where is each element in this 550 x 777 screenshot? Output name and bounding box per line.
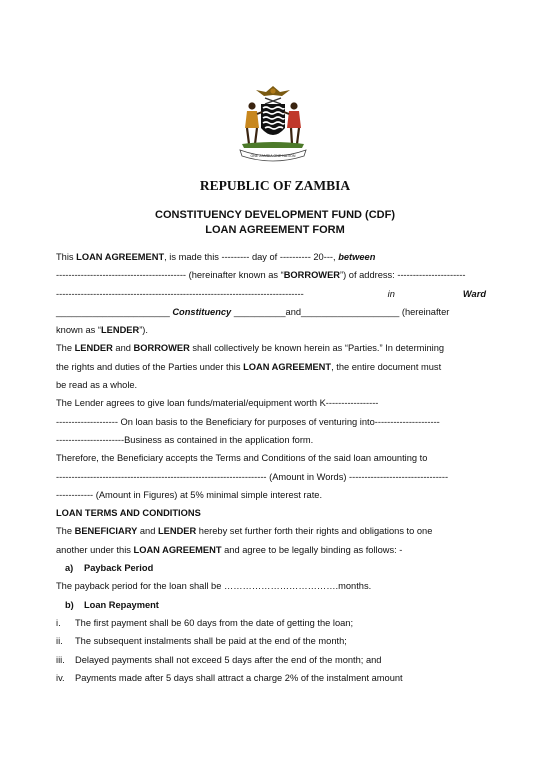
repayment-item <box>56 632 486 650</box>
text-run: Constituency <box>172 306 232 317</box>
parties-line-3: be read as a whole. <box>56 380 138 391</box>
parties-line-2 <box>56 358 486 376</box>
repayment-item <box>56 651 486 669</box>
terms-accept-line-2: -------------------------------------------------------------------- (Amount in Words) -------------------------------- <box>56 471 449 482</box>
svg-text:ONE ZAMBIA ONE NATION: ONE ZAMBIA ONE NATION <box>250 154 296 158</box>
text-run: BENEFICIARY <box>74 526 138 537</box>
payback-period-text: The payback period for the loan shall be ……………………………….months. <box>56 581 372 592</box>
text-run: the rights and duties of the Parties under this <box>56 361 244 372</box>
payback-period-heading <box>56 559 486 577</box>
fund-heading: CONSTITUENCY DEVELOPMENT FUND (CDF) <box>155 209 395 221</box>
text-run: The <box>56 343 75 354</box>
lender-line-3: ----------------------Business as contained in the application form. <box>56 434 314 445</box>
text-run: LOAN AGREEMENT <box>243 361 332 372</box>
coat-of-arms-emblem <box>232 82 314 164</box>
item-text: The subsequent instalments shall be paid at the end of the month; <box>75 636 347 647</box>
terms-accept-line-3: ------------ (Amount in Figures) at 5% minimal simple interest rate. <box>56 489 323 500</box>
text-run: BORROWER <box>133 343 190 354</box>
text-run: in <box>387 288 395 299</box>
text-run: ”). <box>139 325 148 336</box>
text-run: LENDER <box>157 526 197 537</box>
repayment-item <box>56 669 486 687</box>
parties-line-1 <box>56 339 486 357</box>
clause-title: Loan Repayment <box>84 599 159 610</box>
text-run: and <box>112 343 134 354</box>
item-text: The first payment shall be 60 days from the date of getting the loan; <box>75 617 354 628</box>
item-number: ii. <box>56 636 63 647</box>
text-run: __________and___________________ (hereinafter <box>231 306 450 317</box>
terms-intro-line-2 <box>56 541 486 559</box>
lender-line-2: -------------------- On loan basis to the Beneficiary for purposes of venturing into--------------------- <box>56 416 440 427</box>
terms-intro-line-1 <box>56 522 486 540</box>
text-run: known as “ <box>56 325 101 336</box>
text-run: LOAN AGREEMENT <box>133 544 222 555</box>
text-run: ------------------------------------------ (hereinafter known as “ <box>56 270 284 281</box>
text-run: , the entire document must <box>331 361 442 372</box>
text-run: This <box>56 252 77 262</box>
agreement-body <box>56 248 486 687</box>
text-run: and <box>137 526 158 537</box>
intro-line-5 <box>56 321 486 339</box>
item-text: Delayed payments shall not exceed 5 days after the end of the month; and <box>75 654 382 665</box>
form-heading: LOAN AGREEMENT FORM <box>205 224 345 236</box>
intro-line-3 <box>56 285 486 303</box>
text-run: another under this <box>56 544 134 555</box>
intro-line-2 <box>56 266 486 284</box>
loan-terms-heading: LOAN TERMS AND CONDITIONS <box>56 508 201 519</box>
text-run: LOAN AGREEMENT <box>76 252 165 262</box>
item-number: iii. <box>56 654 65 665</box>
text-run: ______________________ <box>56 306 173 317</box>
text-run: LENDER <box>74 343 113 354</box>
text-run: ”) of address: ---------------------- <box>340 270 466 281</box>
text-run: Ward <box>462 288 486 299</box>
terms-accept-line-1: Therefore, the Beneficiary accepts the Terms and Conditions of the said loan amounting to <box>56 453 428 464</box>
repayment-item <box>56 614 486 632</box>
republic-title: REPUBLIC OF ZAMBIA <box>199 178 351 193</box>
text-run: BORROWER <box>283 270 340 281</box>
text-run: -------------------------------------------------------------------------------- <box>56 288 304 299</box>
text-run: hereby set further forth their rights and obligations to one <box>196 526 433 537</box>
text-run: shall collectively be known herein as “Parties.” In determining <box>189 343 445 354</box>
text-run: and agree to be legally binding as follows: - <box>221 544 403 555</box>
clause-number: a) <box>65 563 74 574</box>
clause-title: Payback Period <box>84 563 154 574</box>
text-run: The <box>56 526 75 537</box>
text-run: LENDER <box>100 325 140 336</box>
intro-line-4 <box>56 303 486 321</box>
text-run: , is made this --------- day of ---------- 20---, <box>164 252 339 262</box>
lender-line-1: The Lender agrees to give loan funds/material/equipment worth K----------------- <box>56 398 379 409</box>
text-run: between <box>338 252 376 262</box>
loan-repayment-heading <box>56 596 486 614</box>
item-number: iv. <box>56 672 65 683</box>
clause-number: b) <box>65 599 74 610</box>
item-text: Payments made after 5 days shall attract a charge 2% of the instalment amount <box>75 672 403 683</box>
item-number: i. <box>56 617 61 628</box>
intro-line-1 <box>56 248 486 266</box>
